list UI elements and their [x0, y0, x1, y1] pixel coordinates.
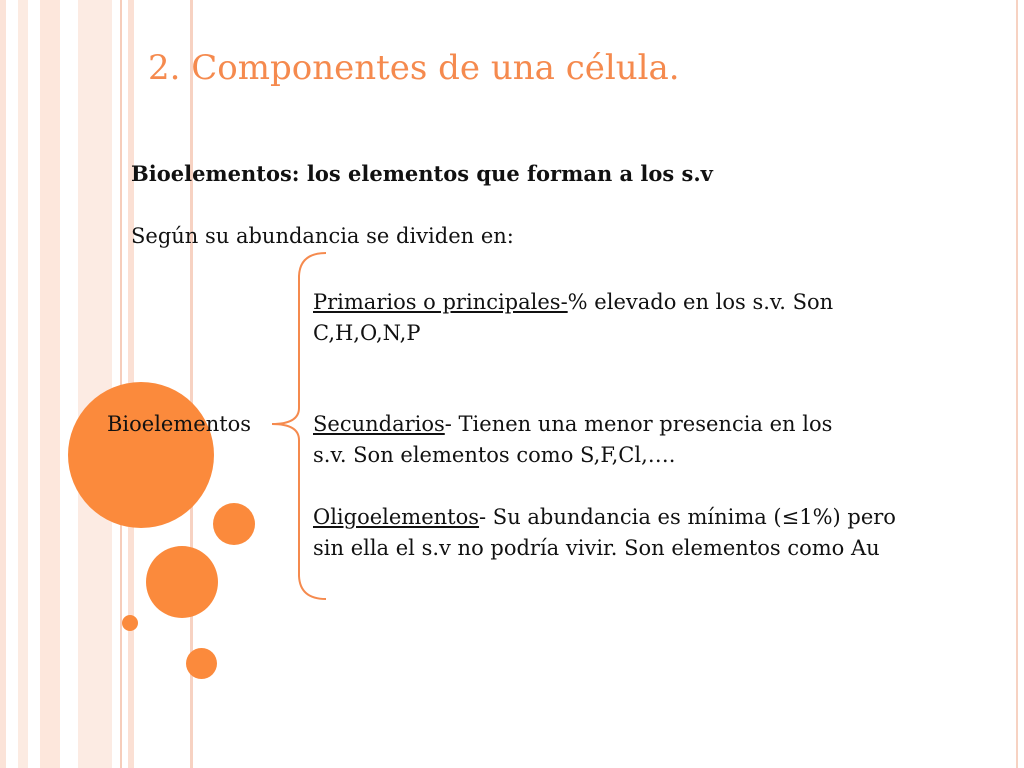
- list-item-primarios: [313, 287, 963, 349]
- item-description-continued: s.v. Son elementos como S,F,Cl,….: [313, 443, 676, 467]
- decorative-circle: [213, 503, 255, 545]
- decorative-stripe: [40, 0, 60, 768]
- decorative-stripe: [78, 0, 112, 768]
- heading: Bioelementos: los elementos que forman a los s.v: [131, 161, 713, 186]
- decorative-circle-small: [122, 615, 138, 631]
- slide-title: 2. Componentes de una célula.: [148, 48, 680, 88]
- item-description: % elevado en los s.v. Son: [567, 290, 834, 314]
- item-description-continued: sin ella el s.v no podría vivir. Son elementos como Au: [313, 536, 880, 560]
- root-label: Bioelementos: [107, 412, 252, 436]
- decorative-circle: [146, 546, 218, 618]
- decorative-stripe: [18, 0, 28, 768]
- decorative-circle: [186, 648, 217, 679]
- item-term: Oligoelementos: [313, 505, 480, 529]
- list-item-oligoelementos: [313, 502, 963, 564]
- decorative-stripe: [0, 0, 6, 768]
- decorative-stripe: [1016, 0, 1018, 768]
- item-description-continued: C,H,O,N,P: [313, 321, 421, 345]
- item-term: Primarios o principales-: [313, 290, 568, 314]
- list-item-secundarios: [313, 409, 963, 471]
- item-term: Secundarios: [313, 412, 445, 436]
- decorative-circle-large: [68, 382, 214, 528]
- item-description: - Tienen una menor presencia en los: [444, 412, 833, 436]
- intro-text: Según su abundancia se dividen en:: [131, 224, 514, 248]
- item-description: - Su abundancia es mínima (≤1%) pero: [479, 505, 896, 529]
